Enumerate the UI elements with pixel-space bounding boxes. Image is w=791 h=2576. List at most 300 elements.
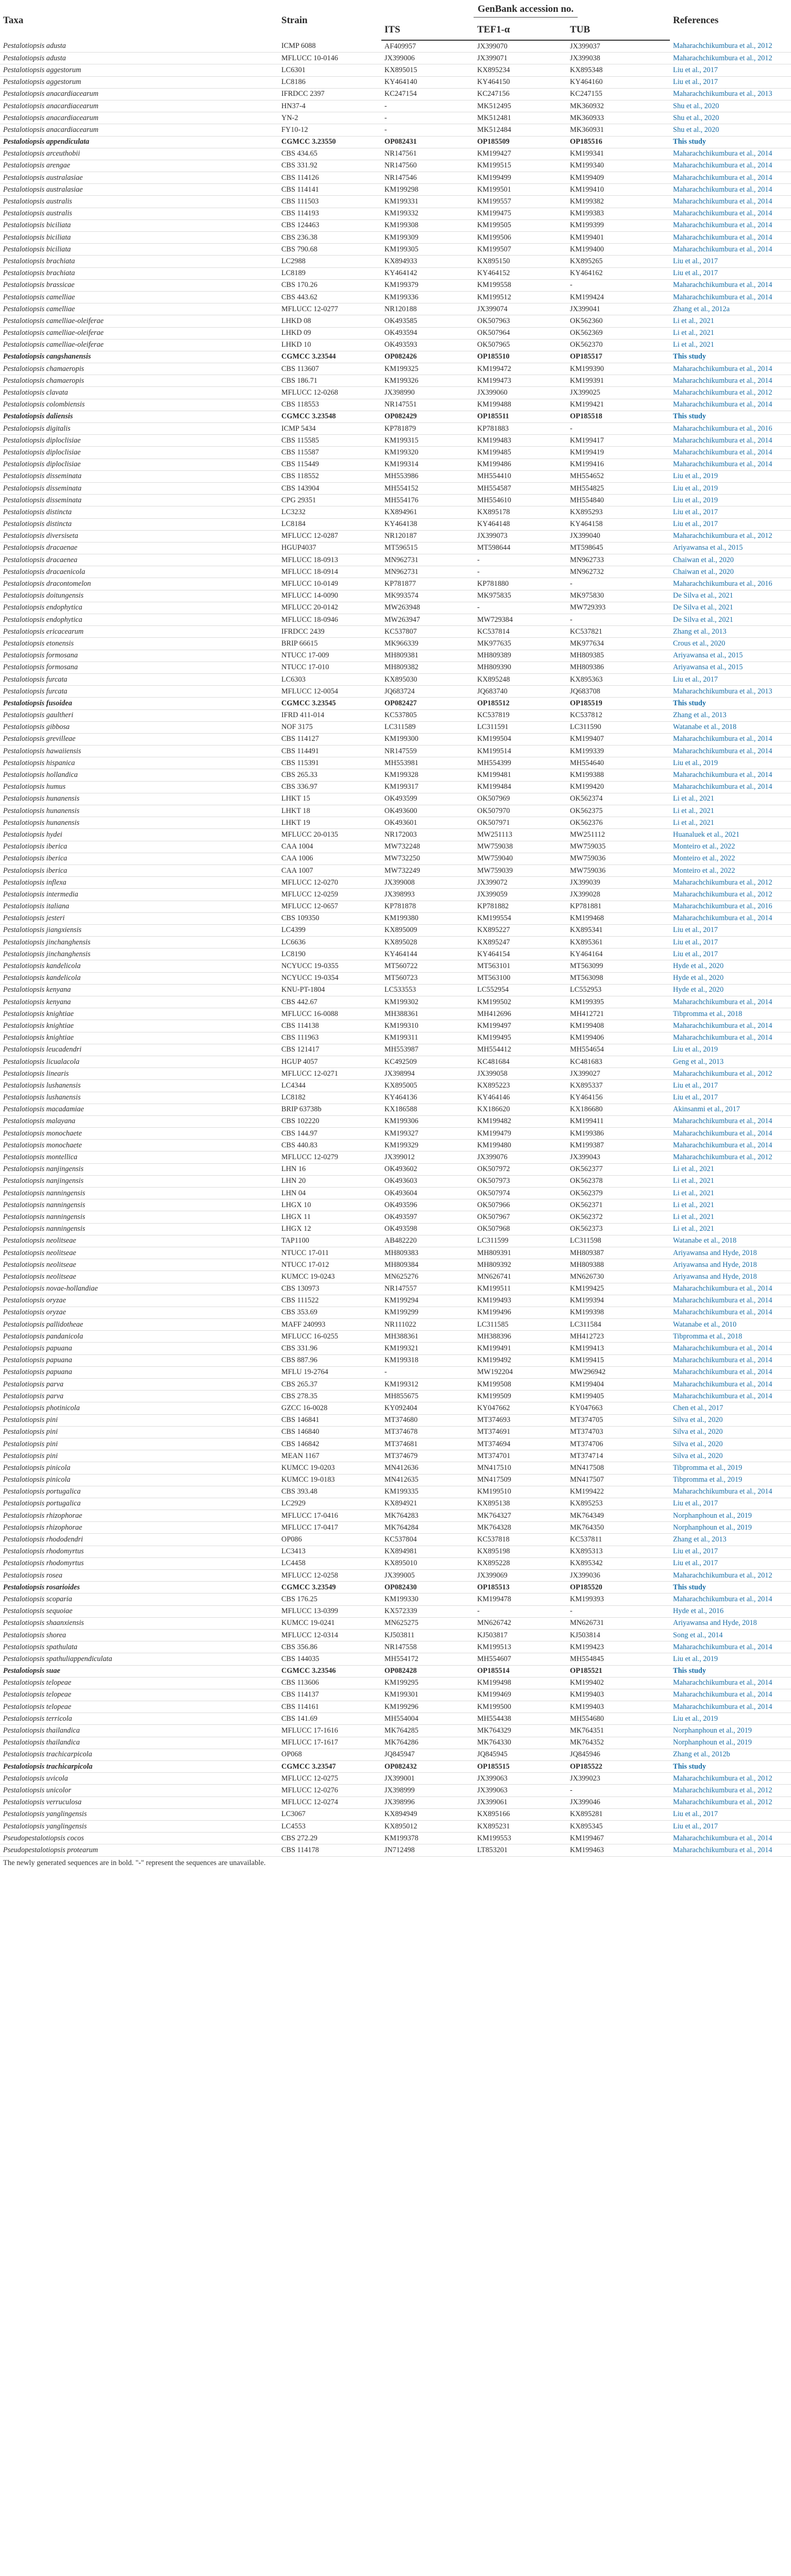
cell-taxa: Pestalotiopsis gaultheri [3, 711, 74, 720]
table-footnote: The newly generated sequences are in bold. "-" represent the sequences are unavailable. [3, 1859, 266, 1867]
cell-strain: LC6636 [281, 938, 306, 946]
cell-tub: KX895293 [570, 507, 603, 516]
cell-strain: CBS 114161 [281, 1702, 319, 1711]
cell-taxa: Pestalotiopsis kenyana [3, 997, 71, 1006]
cell-ref[interactable]: Ariyawansa et al., 2015 [673, 651, 743, 660]
cell-tub: MH809388 [570, 1260, 604, 1269]
cell-tub: KM199391 [570, 376, 604, 385]
cell-ref[interactable]: De Silva et al., 2021 [673, 603, 733, 612]
cell-tub: OP185519 [570, 699, 602, 707]
cell-ref[interactable]: Silva et al., 2020 [673, 1451, 723, 1460]
table-row [0, 709, 791, 721]
cell-ref[interactable]: Maharachchikumbura et al., 2014 [673, 149, 772, 158]
cell-strain: CAA 1006 [281, 854, 313, 863]
cell-ref[interactable]: Maharachchikumbura et al., 2016 [673, 580, 772, 588]
table-row [0, 1701, 791, 1713]
cell-its: MH809381 [384, 651, 418, 660]
cell-ref[interactable]: Maharachchikumbura et al., 2014 [673, 1284, 772, 1293]
cell-taxa: Pestalotiopsis disseminata [3, 484, 82, 493]
cell-tub: KM199393 [570, 1595, 604, 1603]
cell-ref[interactable]: Zhang et al., 2013 [673, 1535, 727, 1544]
cell-strain: CBS 114126 [281, 173, 319, 182]
cell-ref[interactable]: Silva et al., 2020 [673, 1428, 723, 1436]
cell-tef: KM199482 [477, 1117, 511, 1126]
table-row [0, 948, 791, 960]
cell-ref[interactable]: Maharachchikumbura et al., 2014 [673, 1021, 772, 1030]
cell-ref[interactable]: Maharachchikumbura et al., 2014 [673, 448, 772, 456]
cell-ref[interactable]: Hyde et al., 2020 [673, 962, 724, 971]
cell-ref[interactable]: Maharachchikumbura et al., 2012 [673, 1798, 772, 1807]
cell-strain: CBS 115449 [281, 460, 319, 469]
cell-tef: MK764330 [477, 1738, 511, 1747]
cell-tub: KX895337 [570, 1081, 603, 1090]
cell-ref[interactable]: Watanabe et al., 2018 [673, 1236, 737, 1245]
table-row [0, 1391, 791, 1402]
table-row [0, 1188, 791, 1199]
cell-ref[interactable]: Liu et al., 2017 [673, 78, 718, 87]
cell-ref[interactable]: Ariyawansa et al., 2015 [673, 544, 743, 552]
cell-ref[interactable]: Maharachchikumbura et al., 2014 [673, 1344, 772, 1353]
cell-ref[interactable]: Norphanphoun et al., 2019 [673, 1738, 752, 1747]
table-row [0, 1474, 791, 1486]
cell-ref[interactable]: Maharachchikumbura et al., 2014 [673, 1642, 772, 1651]
cell-tub: MT563099 [570, 962, 603, 971]
cell-its: KM199314 [384, 460, 418, 469]
cell-strain: CBS 113606 [281, 1679, 319, 1687]
cell-tef: JX399058 [477, 1069, 508, 1078]
cell-tef: MW759039 [477, 866, 513, 875]
cell-strain: MFLUCC 14-0090 [281, 591, 339, 600]
cell-taxa: Pestalotiopsis telopeae [3, 1690, 72, 1699]
cell-ref[interactable]: Hyde et al., 2016 [673, 1607, 724, 1616]
cell-ref[interactable]: Maharachchikumbura et al., 2014 [673, 1679, 772, 1687]
cell-ref[interactable]: Maharachchikumbura et al., 2014 [673, 914, 772, 923]
cell-tef: MH388396 [477, 1332, 511, 1341]
cell-ref[interactable]: Maharachchikumbura et al., 2014 [673, 436, 772, 445]
table-row [0, 1546, 791, 1557]
cell-ref[interactable]: Tibpromma et al., 2018 [673, 1009, 743, 1018]
cell-ref[interactable]: Song et al., 2014 [673, 1631, 723, 1639]
cell-its: KX895028 [384, 938, 417, 946]
cell-strain: MFLUCC 12-0279 [281, 1153, 339, 1162]
cell-taxa: Pestalotiopsis arceuthobii [3, 149, 80, 158]
cell-ref[interactable]: Maharachchikumbura et al., 2012 [673, 1069, 772, 1078]
cell-ref[interactable]: This study [673, 1667, 706, 1675]
cell-ref[interactable]: Maharachchikumbura et al., 2012 [673, 1153, 772, 1162]
cell-ref[interactable]: Maharachchikumbura et al., 2014 [673, 376, 772, 385]
cell-tub: KM199467 [570, 1834, 604, 1842]
cell-ref[interactable]: Liu et al., 2019 [673, 484, 718, 493]
table-row [0, 291, 791, 303]
cell-ref[interactable]: Maharachchikumbura et al., 2014 [673, 1033, 772, 1042]
cell-ref[interactable]: Liu et al., 2017 [673, 1081, 718, 1090]
cell-ref[interactable]: Liu et al., 2017 [673, 1547, 718, 1556]
cell-ref[interactable]: Liu et al., 2017 [673, 65, 718, 74]
cell-taxa: Pestalotiopsis neolitseae [3, 1236, 76, 1245]
cell-ref[interactable]: This study [673, 1583, 706, 1591]
cell-ref[interactable]: Liu et al., 2017 [673, 1499, 718, 1508]
cell-tef: MN417510 [477, 1463, 511, 1472]
cell-ref[interactable]: Norphanphoun et al., 2019 [673, 1511, 752, 1520]
table-row [0, 1020, 791, 1032]
cell-tef: KP781880 [477, 580, 509, 588]
cell-ref[interactable]: Maharachchikumbura et al., 2012 [673, 388, 772, 397]
cell-ref[interactable]: Maharachchikumbura et al., 2014 [673, 1308, 772, 1317]
cell-strain: MFLUCC 17-1616 [281, 1726, 339, 1735]
cell-tub: JX399025 [570, 388, 600, 397]
cell-ref[interactable]: Maharachchikumbura et al., 2014 [673, 364, 772, 373]
cell-tub: MW251112 [570, 830, 605, 839]
cell-strain: MFLUCC 10-0146 [281, 54, 339, 62]
cell-strain: NTUCC 17-010 [281, 663, 329, 672]
cell-ref[interactable]: Ariyawansa and Hyde, 2018 [673, 1248, 757, 1257]
cell-ref[interactable]: Li et al., 2021 [673, 1189, 714, 1197]
cell-taxa: Pestalotiopsis rosea [3, 1571, 63, 1580]
cell-ref[interactable]: Chen et al., 2017 [673, 1403, 723, 1412]
cell-its: KM199301 [384, 1690, 418, 1699]
cell-its: MT560723 [384, 974, 418, 982]
cell-ref[interactable]: Maharachchikumbura et al., 2014 [673, 1380, 772, 1388]
cell-ref[interactable]: Monteiro et al., 2022 [673, 842, 735, 851]
cell-strain: MFLUCC 10-0149 [281, 580, 339, 588]
cell-strain: CAA 1004 [281, 842, 313, 851]
table-row [0, 865, 791, 876]
cell-tef: KM199502 [477, 997, 511, 1006]
table-row [0, 399, 791, 411]
cell-ref[interactable]: This study [673, 352, 706, 361]
cell-taxa: Pestalotiopsis neolitseae [3, 1248, 76, 1257]
cell-ref[interactable]: Maharachchikumbura et al., 2014 [673, 460, 772, 469]
cell-ref[interactable]: Maharachchikumbura et al., 2014 [673, 1129, 772, 1138]
cell-tef: KM199495 [477, 1033, 511, 1042]
cell-ref[interactable]: Chaiwan et al., 2020 [673, 555, 734, 564]
cell-ref[interactable]: Maharachchikumbura et al., 2014 [673, 185, 772, 194]
cell-its: OK493596 [384, 1200, 417, 1209]
cell-ref[interactable]: Maharachchikumbura et al., 2012 [673, 890, 772, 899]
cell-ref[interactable]: Ariyawansa and Hyde, 2018 [673, 1272, 757, 1281]
cell-ref[interactable]: Maharachchikumbura et al., 2014 [673, 1595, 772, 1603]
table-row [0, 1570, 791, 1582]
cell-ref[interactable]: Liu et al., 2017 [673, 1559, 718, 1568]
cell-ref[interactable]: Liu et al., 2017 [673, 938, 718, 946]
cell-tef: JQ683740 [477, 687, 508, 696]
cell-ref[interactable]: Li et al., 2021 [673, 341, 714, 349]
table-row [0, 1653, 791, 1665]
cell-ref[interactable]: Liu et al., 2019 [673, 758, 718, 767]
cell-ref[interactable]: Liu et al., 2019 [673, 1045, 718, 1054]
cell-ref[interactable]: Maharachchikumbura et al., 2014 [673, 197, 772, 206]
cell-ref[interactable]: Zhang et al., 2013 [673, 711, 727, 720]
cell-ref[interactable]: Liu et al., 2017 [673, 520, 718, 529]
cell-ref[interactable]: Maharachchikumbura et al., 2012 [673, 1571, 772, 1580]
cell-tub: MH809385 [570, 651, 604, 660]
cell-ref[interactable]: Maharachchikumbura et al., 2014 [673, 1845, 772, 1854]
cell-ref[interactable]: Liu et al., 2019 [673, 1654, 718, 1663]
cell-ref[interactable]: Maharachchikumbura et al., 2013 [673, 687, 772, 696]
cell-ref[interactable]: Maharachchikumbura et al., 2014 [673, 1690, 772, 1699]
cell-tef: MT563100 [477, 974, 511, 982]
cell-its: KP781878 [384, 902, 416, 911]
cell-ref[interactable]: Crous et al., 2020 [673, 639, 726, 648]
cell-ref[interactable]: This study [673, 1762, 706, 1771]
cell-tef: MH412696 [477, 1009, 511, 1018]
table-row [0, 542, 791, 554]
cell-ref[interactable]: Liu et al., 2017 [673, 950, 718, 958]
cell-tef: KM199500 [477, 1702, 511, 1711]
cell-ref[interactable]: Maharachchikumbura et al., 2012 [673, 532, 772, 540]
cell-ref[interactable]: Ariyawansa and Hyde, 2018 [673, 1619, 757, 1628]
cell-strain: MFLUCC 20-0142 [281, 603, 339, 612]
cell-taxa: Pestalotiopsis nanningensis [3, 1200, 86, 1209]
cell-strain: KNU-PT-1804 [281, 986, 325, 994]
cell-ref[interactable]: Maharachchikumbura et al., 2014 [673, 1141, 772, 1149]
cell-its: MN412635 [384, 1476, 418, 1484]
cell-taxa: Pestalotiopsis hawaiiensis [3, 747, 81, 755]
cell-ref[interactable]: Liu et al., 2017 [673, 257, 718, 265]
cell-its: KM199315 [384, 436, 418, 445]
table-row [0, 1414, 791, 1426]
cell-ref[interactable]: Maharachchikumbura et al., 2012 [673, 1786, 772, 1794]
cell-ref[interactable]: Li et al., 2021 [673, 1212, 714, 1221]
table-row [0, 1713, 791, 1725]
cell-ref[interactable]: Maharachchikumbura et al., 2016 [673, 902, 772, 911]
cell-ref[interactable]: Norphanphoun et al., 2019 [673, 1726, 752, 1735]
cell-ref[interactable]: Li et al., 2021 [673, 818, 714, 827]
cell-taxa: Pestalotiopsis camelliae-oleiferae [3, 341, 104, 349]
cell-its: NR147557 [384, 1284, 417, 1293]
cell-strain: IFRDCC 2439 [281, 627, 325, 636]
cell-tef: OP185510 [477, 352, 510, 361]
cell-ref[interactable]: Liu et al., 2019 [673, 1714, 718, 1723]
cell-ref[interactable]: Maharachchikumbura et al., 2014 [673, 1702, 772, 1711]
cell-tub: MK360932 [570, 101, 604, 110]
cell-ref[interactable]: De Silva et al., 2021 [673, 591, 733, 600]
cell-ref[interactable]: Maharachchikumbura et al., 2012 [673, 1774, 772, 1783]
cell-its: KC247154 [384, 90, 417, 98]
cell-tef: MH809390 [477, 663, 511, 672]
cell-its: MT560722 [384, 962, 418, 971]
cell-tub: MK975830 [570, 591, 604, 600]
cell-ref[interactable]: Watanabe et al., 2010 [673, 1320, 737, 1329]
table-row [0, 650, 791, 662]
cell-strain: CBS 331.92 [281, 161, 317, 170]
cell-ref[interactable]: Maharachchikumbura et al., 2014 [673, 233, 772, 242]
cell-its: KM199298 [384, 185, 418, 194]
table-row [0, 387, 791, 399]
cell-ref[interactable]: Liu et al., 2017 [673, 675, 718, 684]
cell-tub: KM199419 [570, 448, 604, 456]
cell-tub: OK562370 [570, 341, 603, 349]
cell-ref[interactable]: Maharachchikumbura et al., 2014 [673, 161, 772, 170]
cell-ref[interactable]: De Silva et al., 2021 [673, 615, 733, 624]
cell-taxa: Pestalotiopsis novae-hollandiae [3, 1284, 98, 1293]
table-row [0, 686, 791, 698]
cell-tub: - [570, 1786, 573, 1794]
cell-ref[interactable]: Maharachchikumbura et al., 2014 [673, 173, 772, 182]
cell-ref[interactable]: Maharachchikumbura et al., 2014 [673, 771, 772, 779]
table-row [0, 1833, 791, 1844]
header-genbank [381, 1, 670, 21]
cell-its: KY464138 [384, 520, 417, 529]
cell-strain: LC3067 [281, 1810, 306, 1819]
cell-ref[interactable]: Li et al., 2021 [673, 1177, 714, 1185]
cell-its: OP082432 [384, 1762, 417, 1771]
cell-ref[interactable]: Hyde et al., 2020 [673, 986, 724, 994]
table-row [0, 1235, 791, 1247]
table-row [0, 160, 791, 172]
table-row [0, 1092, 791, 1104]
cell-its: KX894933 [384, 257, 417, 265]
cell-ref[interactable]: Maharachchikumbura et al., 2012 [673, 42, 772, 50]
cell-taxa: Pestalotiopsis nanjingensis [3, 1177, 84, 1185]
cell-tef: MT374694 [477, 1439, 511, 1448]
cell-taxa: Pestalotiopsis nanningensis [3, 1189, 86, 1197]
cell-ref[interactable]: Liu et al., 2017 [673, 507, 718, 516]
cell-taxa: Pestalotiopsis rhodomyrtus [3, 1547, 84, 1556]
cell-strain: LC4399 [281, 926, 306, 935]
cell-ref[interactable]: Maharachchikumbura et al., 2013 [673, 90, 772, 98]
cell-ref[interactable]: Silva et al., 2020 [673, 1439, 723, 1448]
cell-ref[interactable]: Zhang et al., 2012b [673, 1750, 730, 1759]
cell-ref[interactable]: Ariyawansa and Hyde, 2018 [673, 1260, 757, 1269]
cell-its: MW732250 [384, 854, 420, 863]
cell-ref[interactable]: Liu et al., 2017 [673, 926, 718, 935]
table-row [0, 172, 791, 184]
table-row [0, 112, 791, 124]
cell-ref[interactable]: Zhang et al., 2013 [673, 627, 727, 636]
cell-ref[interactable]: Shu et al., 2020 [673, 113, 719, 122]
cell-strain: CGMCC 3.23549 [281, 1583, 336, 1591]
cell-ref[interactable]: Maharachchikumbura et al., 2014 [673, 209, 772, 218]
cell-ref[interactable]: Geng et al., 2013 [673, 1057, 724, 1066]
cell-ref[interactable]: Liu et al., 2019 [673, 496, 718, 504]
cell-ref[interactable]: Liu et al., 2017 [673, 1093, 718, 1102]
cell-strain: MFLUCC 18-0914 [281, 567, 339, 576]
table-row [0, 1307, 791, 1318]
cell-ref[interactable]: Akinsanmi et al., 2017 [673, 1105, 740, 1114]
cell-ref[interactable]: Liu et al., 2017 [673, 269, 718, 278]
cell-taxa: Pestalotiopsis thailandica [3, 1726, 80, 1735]
cell-ref[interactable]: Maharachchikumbura et al., 2014 [673, 1356, 772, 1365]
cell-ref[interactable]: Tibpromma et al., 2019 [673, 1476, 743, 1484]
cell-ref[interactable]: Maharachchikumbura et al., 2014 [673, 1368, 772, 1377]
cell-ref[interactable]: Li et al., 2021 [673, 316, 714, 325]
table-row [0, 530, 791, 542]
cell-ref[interactable]: This study [673, 138, 706, 146]
cell-ref[interactable]: Shu et al., 2020 [673, 101, 719, 110]
cell-taxa: Pestalotiopsis brachiata [3, 269, 75, 278]
table-row [0, 829, 791, 841]
cell-ref[interactable]: Silva et al., 2020 [673, 1416, 723, 1425]
cell-strain: BRIP 63738b [281, 1105, 322, 1114]
cell-its: KM199320 [384, 448, 418, 456]
cell-tef: JX399061 [477, 1798, 508, 1807]
cell-ref[interactable]: Maharachchikumbura et al., 2012 [673, 54, 772, 62]
cell-ref[interactable]: Chaiwan et al., 2020 [673, 567, 734, 576]
cell-taxa: Pestalotiopsis kenyana [3, 986, 71, 994]
cell-strain: CBS 272.29 [281, 1834, 317, 1842]
cell-its: MW263947 [384, 615, 420, 624]
cell-ref[interactable]: Tibpromma et al., 2018 [673, 1332, 743, 1341]
cell-ref[interactable]: Maharachchikumbura et al., 2014 [673, 747, 772, 755]
cell-ref[interactable]: Maharachchikumbura et al., 2014 [673, 1117, 772, 1126]
cell-ref[interactable]: Maharachchikumbura et al., 2014 [673, 1487, 772, 1496]
cell-ref[interactable]: Maharachchikumbura et al., 2012 [673, 878, 772, 887]
cell-its: JX398994 [384, 1069, 415, 1078]
cell-ref[interactable]: Shu et al., 2020 [673, 125, 719, 134]
cell-ref[interactable]: Tibpromma et al., 2019 [673, 1463, 743, 1472]
cell-ref[interactable]: Maharachchikumbura et al., 2016 [673, 424, 772, 433]
cell-ref[interactable]: Li et al., 2021 [673, 806, 714, 815]
cell-taxa: Pestalotiopsis leucadendri [3, 1045, 82, 1054]
cell-ref[interactable]: Maharachchikumbura et al., 2014 [673, 1296, 772, 1305]
cell-tef: MN626741 [477, 1272, 511, 1281]
cell-ref[interactable]: Li et al., 2021 [673, 329, 714, 337]
table-row [0, 841, 791, 853]
cell-ref[interactable]: Maharachchikumbura et al., 2014 [673, 1834, 772, 1842]
cell-ref[interactable]: This study [673, 699, 706, 707]
cell-its: MN625276 [384, 1272, 418, 1281]
cell-tef: KM199485 [477, 448, 511, 456]
cell-ref[interactable]: Norphanphoun et al., 2019 [673, 1523, 752, 1532]
cell-tef: MH554587 [477, 484, 511, 493]
cell-ref[interactable]: Maharachchikumbura et al., 2014 [673, 221, 772, 230]
cell-ref[interactable]: Maharachchikumbura et al., 2014 [673, 281, 772, 290]
cell-tef: JX399070 [477, 42, 508, 50]
cell-tef: MT563101 [477, 962, 511, 971]
cell-ref[interactable]: Liu et al., 2019 [673, 472, 718, 481]
cell-ref[interactable]: Maharachchikumbura et al., 2014 [673, 997, 772, 1006]
cell-ref[interactable]: Maharachchikumbura et al., 2014 [673, 735, 772, 743]
cell-ref[interactable]: Li et al., 2021 [673, 1165, 714, 1174]
cell-ref[interactable]: This study [673, 412, 706, 421]
cell-ref[interactable]: Liu et al., 2017 [673, 1810, 718, 1819]
cell-tef: KM199498 [477, 1679, 511, 1687]
cell-ref[interactable]: Hyde et al., 2020 [673, 974, 724, 982]
cell-tub: KP781881 [570, 902, 602, 911]
cell-ref[interactable]: Maharachchikumbura et al., 2014 [673, 245, 772, 253]
cell-ref[interactable]: Maharachchikumbura et al., 2014 [673, 1392, 772, 1400]
cell-ref[interactable]: Liu et al., 2017 [673, 1822, 718, 1831]
cell-its: MH809383 [384, 1248, 418, 1257]
cell-tef: KX895228 [477, 1559, 510, 1568]
cell-ref[interactable]: Li et al., 2021 [673, 1225, 714, 1233]
cell-its: KY464142 [384, 269, 417, 278]
cell-ref[interactable]: Zhang et al., 2012a [673, 304, 730, 313]
cell-its: OK493593 [384, 341, 417, 349]
cell-taxa: Pestalotiopsis kandelicola [3, 974, 81, 982]
cell-ref[interactable]: Li et al., 2021 [673, 794, 714, 803]
cell-ref[interactable]: Maharachchikumbura et al., 2014 [673, 293, 772, 301]
cell-ref[interactable]: Ariyawansa et al., 2015 [673, 663, 743, 672]
cell-ref[interactable]: Huanaluek et al., 2021 [673, 830, 740, 839]
cell-tub: MK360931 [570, 125, 604, 134]
cell-ref[interactable]: Maharachchikumbura et al., 2014 [673, 400, 772, 409]
cell-ref[interactable]: Maharachchikumbura et al., 2014 [673, 783, 772, 791]
cell-ref[interactable]: Monteiro et al., 2022 [673, 854, 735, 863]
cell-strain: CAA 1007 [281, 866, 313, 875]
table-row [0, 196, 791, 208]
cell-its: MK764284 [384, 1523, 418, 1532]
cell-tub: JX399040 [570, 532, 600, 540]
cell-its: MT374679 [384, 1451, 418, 1460]
cell-ref[interactable]: Watanabe et al., 2018 [673, 723, 737, 732]
cell-its: JX399005 [384, 1571, 415, 1580]
cell-ref[interactable]: Monteiro et al., 2022 [673, 866, 735, 875]
cell-ref[interactable]: Li et al., 2021 [673, 1200, 714, 1209]
cell-tef: OK507972 [477, 1165, 510, 1174]
cell-tef: KC537819 [477, 711, 510, 720]
